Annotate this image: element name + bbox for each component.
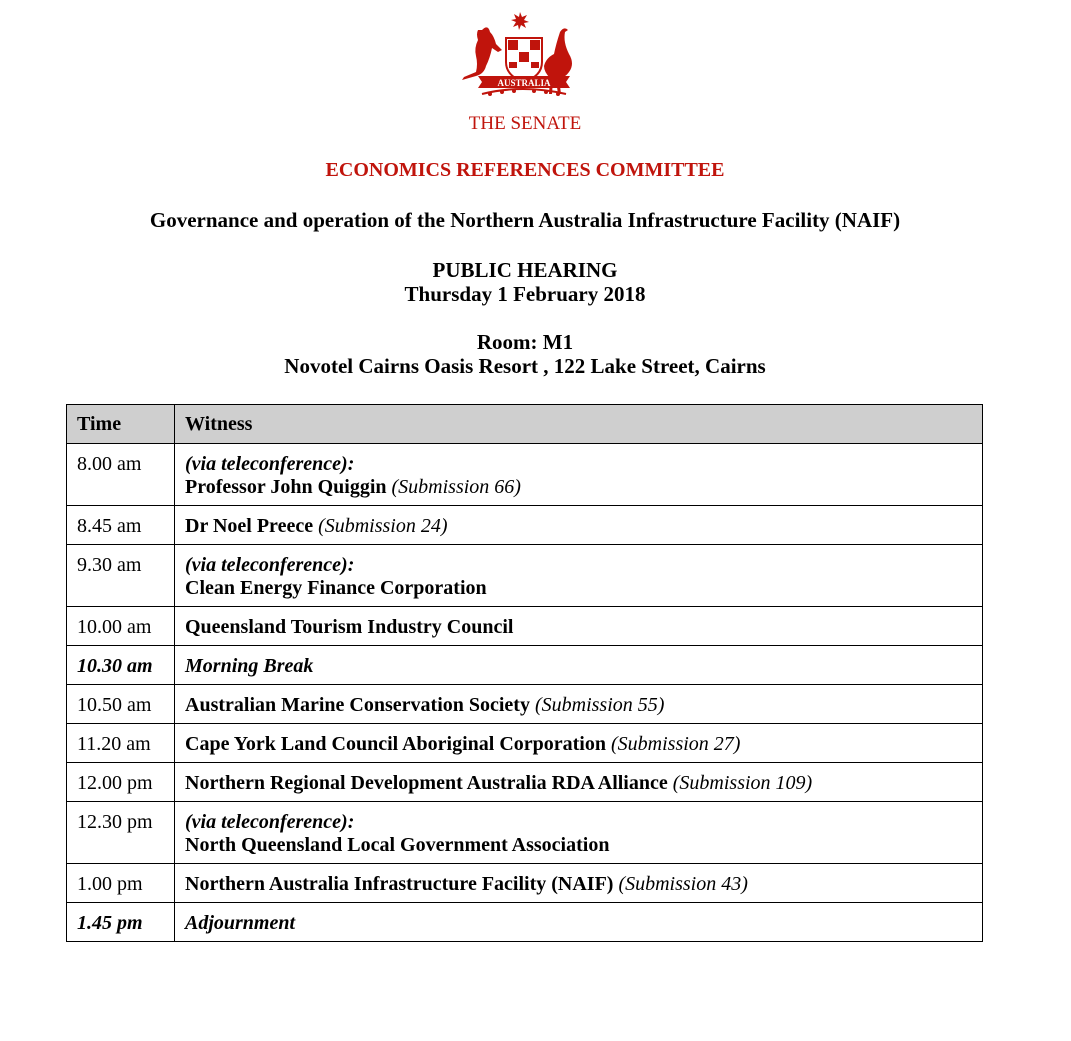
location: Novotel Cairns Oasis Resort , 122 Lake Street, Cairns	[284, 354, 766, 378]
witness-cell	[175, 506, 983, 545]
hearing-type: PUBLIC HEARING	[432, 258, 618, 282]
time-cell: 10.50 am	[67, 685, 175, 724]
witness-cell	[175, 444, 983, 506]
table-row	[67, 763, 983, 802]
witness-name: Professor John Quiggin	[185, 476, 387, 498]
body-title: THE SENATE	[468, 113, 582, 134]
witness-name: North Queensland Local Government Association	[185, 834, 610, 856]
witness-cell	[175, 864, 983, 903]
time-cell: 1.45 pm	[67, 903, 175, 942]
inquiry-title: Governance and operation of the Northern Australia Infrastructure Facility (NAIF)	[149, 208, 901, 232]
time-cell: 12.00 pm	[67, 763, 175, 802]
table-row	[67, 506, 983, 545]
time-cell: 9.30 am	[67, 545, 175, 607]
table-row-break	[67, 646, 983, 685]
time-cell: 10.30 am	[67, 646, 175, 685]
time-cell: 12.30 pm	[67, 802, 175, 864]
hearing-block	[0, 258, 1050, 306]
venue-block	[0, 330, 1050, 378]
committee-title: ECONOMICS REFERENCES COMMITTEE	[325, 159, 725, 181]
time-cell: 8.45 am	[67, 506, 175, 545]
table-header-row	[67, 405, 983, 444]
submission-ref: (Submission 55)	[534, 694, 665, 716]
submission-ref: (Submission 66)	[391, 476, 521, 498]
table-row	[67, 802, 983, 864]
time-cell: 8.00 am	[67, 444, 175, 506]
witness-cell	[175, 802, 983, 864]
table-row	[67, 444, 983, 506]
table-row	[67, 545, 983, 607]
witness-cell	[175, 724, 983, 763]
room: Room: M1	[476, 330, 574, 354]
time-cell: 10.00 am	[67, 607, 175, 646]
teleconference-note: (via teleconference):	[185, 554, 355, 576]
table-row	[67, 864, 983, 903]
hearing-date: Thursday 1 February 2018	[404, 282, 646, 306]
witness-column-header: Witness	[175, 405, 983, 444]
witness-name: Queensland Tourism Industry Council	[185, 616, 514, 638]
submission-ref: (Submission 43)	[618, 873, 748, 895]
crest-label: AUSTRALIA	[497, 78, 551, 88]
witness-name: Clean Energy Finance Corporation	[185, 577, 487, 599]
program-table	[66, 404, 983, 942]
witness-cell	[175, 545, 983, 607]
teleconference-note: (via teleconference):	[185, 453, 355, 475]
table-row	[67, 607, 983, 646]
time-column-header: Time	[67, 405, 175, 444]
table-row-break	[67, 903, 983, 942]
witness-name: Northern Regional Development Australia RDA Alliance	[185, 772, 668, 794]
coat-of-arms-icon	[462, 10, 586, 100]
witness-name: Northern Australia Infrastructure Facility (NAIF)	[185, 873, 614, 895]
submission-ref: (Submission 109)	[672, 772, 813, 794]
table-row	[67, 724, 983, 763]
witness-cell	[175, 607, 983, 646]
witness-cell	[175, 685, 983, 724]
table-row	[67, 685, 983, 724]
witness-name: Cape York Land Council Aboriginal Corporation	[185, 733, 611, 755]
witness-cell: Morning Break	[175, 646, 983, 685]
witness-cell: Adjournment	[175, 903, 983, 942]
time-cell: 1.00 pm	[67, 864, 175, 903]
submission-ref: (Submission 27)	[611, 733, 741, 755]
witness-name: Dr Noel Preece	[185, 515, 314, 537]
time-cell: 11.20 am	[67, 724, 175, 763]
submission-ref: (Submission 24)	[318, 515, 448, 537]
witness-name: Australian Marine Conservation Society	[185, 694, 530, 716]
teleconference-note: (via teleconference):	[185, 811, 355, 833]
witness-cell	[175, 763, 983, 802]
